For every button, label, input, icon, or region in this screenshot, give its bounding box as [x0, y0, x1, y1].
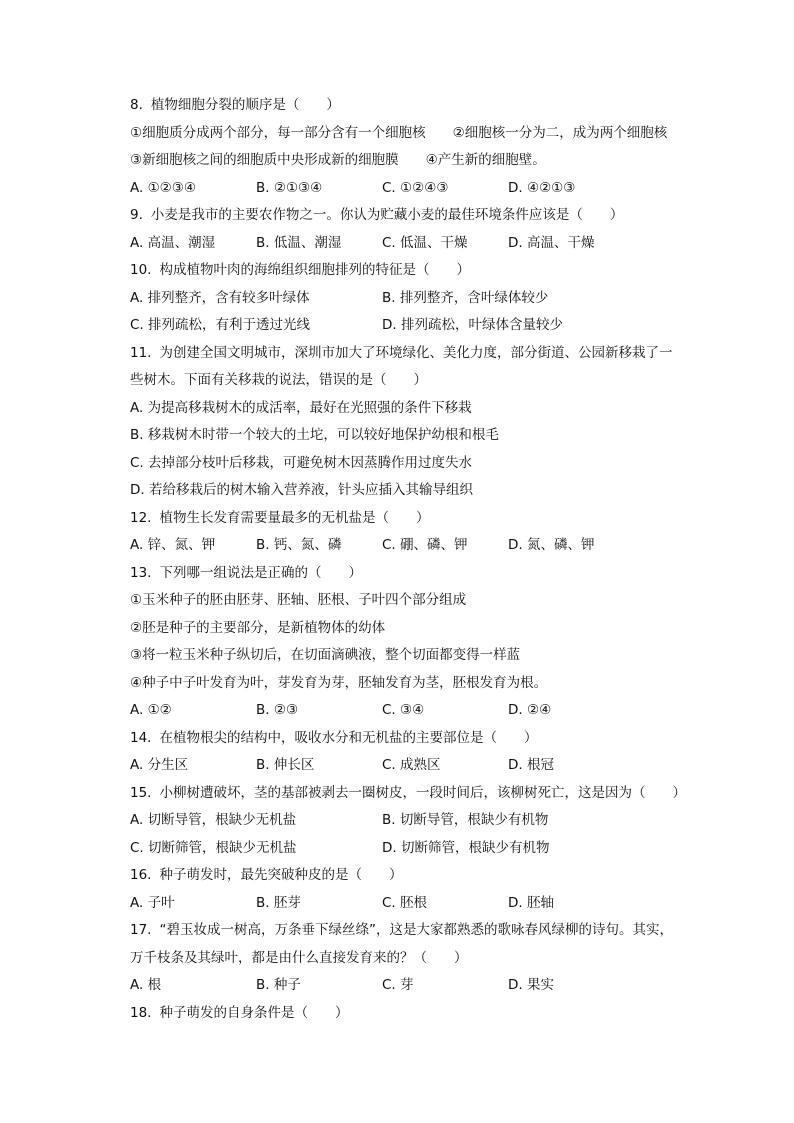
- options-row: [130, 835, 690, 863]
- answer-option: D. 若给移栽后的树木输入营养液，针头应插入其输导组织: [130, 482, 473, 498]
- statement-line: ③将一粒玉米种子纵切后，在切面滴碘液，整个切面都变得一样蓝: [130, 647, 521, 663]
- answer-option: A. 为提高移栽树木的成活率，最好在光照强的条件下移栽: [130, 399, 472, 416]
- options-row: [130, 230, 690, 258]
- question-stem: [130, 340, 690, 368]
- question-number: 10.: [130, 262, 152, 278]
- question-2: [130, 257, 690, 340]
- answer-option: A. 切断导管，根缺少无机盐: [130, 812, 297, 828]
- options-row: [130, 175, 690, 203]
- question-text: 种子萌发的自身条件是（ ）: [159, 1004, 349, 1021]
- question-number: 14.: [130, 729, 152, 746]
- question-stem: [130, 725, 690, 753]
- question-number: 17.: [130, 922, 152, 938]
- question-9: [130, 917, 690, 1000]
- answer-option: C. 低温、干燥: [382, 234, 468, 251]
- question-number: 18.: [130, 1004, 152, 1021]
- question-stem: [130, 202, 690, 230]
- options-row: [130, 697, 690, 725]
- answer-option: D. 果实: [508, 977, 554, 993]
- answer-option: B. 排列整齐，含叶绿体较少: [382, 289, 549, 306]
- options-row: [130, 752, 690, 780]
- answer-option: C. 胚根: [382, 894, 428, 911]
- question-number: 8.: [130, 97, 143, 113]
- question-stem: [130, 862, 690, 890]
- statement-line: ②胚是种子的主要部分，是新植物体的幼体: [130, 619, 386, 636]
- options-row: [130, 807, 690, 835]
- question-text: 为创建全国文明城市，深圳市加大了环境绿化、美化力度，部分街道、公园新移栽了一: [159, 344, 673, 361]
- answer-option: C. ①②④③: [382, 179, 449, 196]
- question-stem: [130, 367, 690, 395]
- answer-option: B. 胚芽: [256, 894, 301, 911]
- statement-line: ③新细胞核之间的细胞质中央形成新的细胞膜 ④产生新的细胞壁。: [130, 152, 546, 168]
- answer-option: A. 子叶: [130, 894, 175, 911]
- answer-option: D. ②④: [508, 702, 552, 718]
- question-6: [130, 725, 690, 780]
- question-3: [130, 340, 690, 505]
- question-text: 种子萌发时，最先突破种皮的是（ ）: [159, 867, 403, 883]
- answer-option: C. 排列疏松，有利于透过光线: [130, 317, 311, 333]
- question-stem: [130, 780, 690, 808]
- answer-option: B. 伸长区: [256, 757, 315, 773]
- question-text: 下列哪一组说法是正确的（ ）: [159, 564, 362, 581]
- question-number: 11.: [130, 344, 152, 361]
- answer-option: A. 锌、氮、钾: [130, 537, 216, 553]
- question-5: [130, 560, 690, 725]
- options-row: [130, 532, 690, 560]
- answer-option: B. 钙、氮、磷: [256, 537, 342, 553]
- question-stem: [130, 917, 690, 945]
- exam-page: [130, 92, 690, 1027]
- question-stem: [130, 505, 690, 533]
- question-number: 15.: [130, 784, 152, 801]
- question-number: 13.: [130, 564, 152, 581]
- options-row: [130, 972, 690, 1000]
- answer-option: B. 移栽树木时带一个较大的土坨，可以较好地保护幼根和根毛: [130, 427, 499, 443]
- question-8: [130, 862, 690, 917]
- question-stem: [130, 1000, 690, 1028]
- question-text: “碧玉妆成一树高，万条垂下绿丝绦”，这是大家都熟悉的歌咏春风绿柳的诗句。其实，: [159, 922, 673, 938]
- question-text: 植物细胞分裂的顺序是（ ）: [150, 97, 340, 113]
- answer-option: A. 根: [130, 977, 162, 993]
- answer-option: B. 种子: [256, 977, 301, 993]
- answer-option: B. 切断导管，根缺少有机物: [382, 812, 549, 828]
- question-text: 在植物根尖的结构中，吸收水分和无机盐的主要部位是（ ）: [159, 729, 538, 746]
- options-row: [130, 285, 690, 313]
- question-stem: [130, 945, 690, 973]
- question-10: [130, 1000, 690, 1028]
- answer-option: D. 氮、磷、钾: [508, 537, 595, 553]
- question-text: 植物生长发育需要量最多的无机盐是（ ）: [159, 509, 430, 526]
- question-1: [130, 202, 690, 257]
- question-number: 9.: [130, 207, 143, 223]
- question-stem: [130, 257, 690, 285]
- answer-option: B. ②③: [256, 702, 299, 718]
- answer-option: D. 胚轴: [508, 894, 554, 911]
- answer-option: C. ③④: [382, 702, 425, 718]
- question-4: [130, 505, 690, 560]
- answer-option: B. 低温、潮湿: [256, 234, 342, 251]
- answer-option: C. 硼、磷、钾: [382, 537, 468, 553]
- question-number: 16.: [130, 867, 152, 883]
- answer-option: A. ①②: [130, 702, 172, 718]
- question-number: 12.: [130, 509, 152, 526]
- answer-option: C. 去掉部分枝叶后移栽，可避免树木因蒸腾作用过度失水: [130, 454, 473, 471]
- question-0: [130, 92, 690, 202]
- answer-option: D. ④②①③: [508, 179, 576, 196]
- statement-line: ④种子中子叶发育为叶，芽发育为芽，胚轴发育为茎，胚根发育为根。: [130, 674, 548, 691]
- answer-option: A. 分生区: [130, 757, 189, 773]
- options-row: [130, 890, 690, 918]
- question-text: 构成植物叶肉的海绵组织细胞排列的特征是（ ）: [159, 262, 470, 278]
- answer-option: A. ①②③④: [130, 179, 196, 196]
- question-text: 小柳树遭破坏，茎的基部被剥去一圈树皮，一段时间后，该柳树死亡，这是因为（ ）: [159, 784, 686, 801]
- answer-option: A. 排列整齐，含有较多叶绿体: [130, 289, 310, 306]
- question-text: 万千枝条及其绿叶，都是由什么直接发育来的？（ ）: [130, 949, 468, 966]
- question-stem: [130, 92, 690, 120]
- options-row: [130, 312, 690, 340]
- answer-option: C. 成熟区: [382, 757, 441, 773]
- question-text: 些树木。下面有关移栽的说法，错误的是（ ）: [130, 372, 427, 388]
- question-text: 小麦是我市的主要农作物之一。你认为贮藏小麦的最佳环境条件应该是（ ）: [150, 207, 624, 223]
- answer-option: D. 切断筛管，根缺少有机物: [382, 839, 550, 856]
- statement-line: ①玉米种子的胚由胚芽、胚轴、胚根、子叶四个部分组成: [130, 592, 467, 608]
- statement-line: ①细胞质分成两个部分，每一部分含有一个细胞核 ②细胞核一分为二，成为两个细胞核: [130, 124, 668, 141]
- answer-option: A. 高温、潮湿: [130, 234, 216, 251]
- answer-option: B. ②①③④: [256, 179, 323, 196]
- answer-option: C. 切断筛管，根缺少无机盐: [130, 839, 297, 856]
- answer-option: D. 根冠: [508, 757, 554, 773]
- answer-option: D. 高温、干燥: [508, 234, 595, 251]
- question-7: [130, 780, 690, 863]
- question-stem: [130, 560, 690, 588]
- answer-option: C. 芽: [382, 977, 414, 993]
- answer-option: D. 排列疏松，叶绿体含量较少: [382, 317, 563, 333]
